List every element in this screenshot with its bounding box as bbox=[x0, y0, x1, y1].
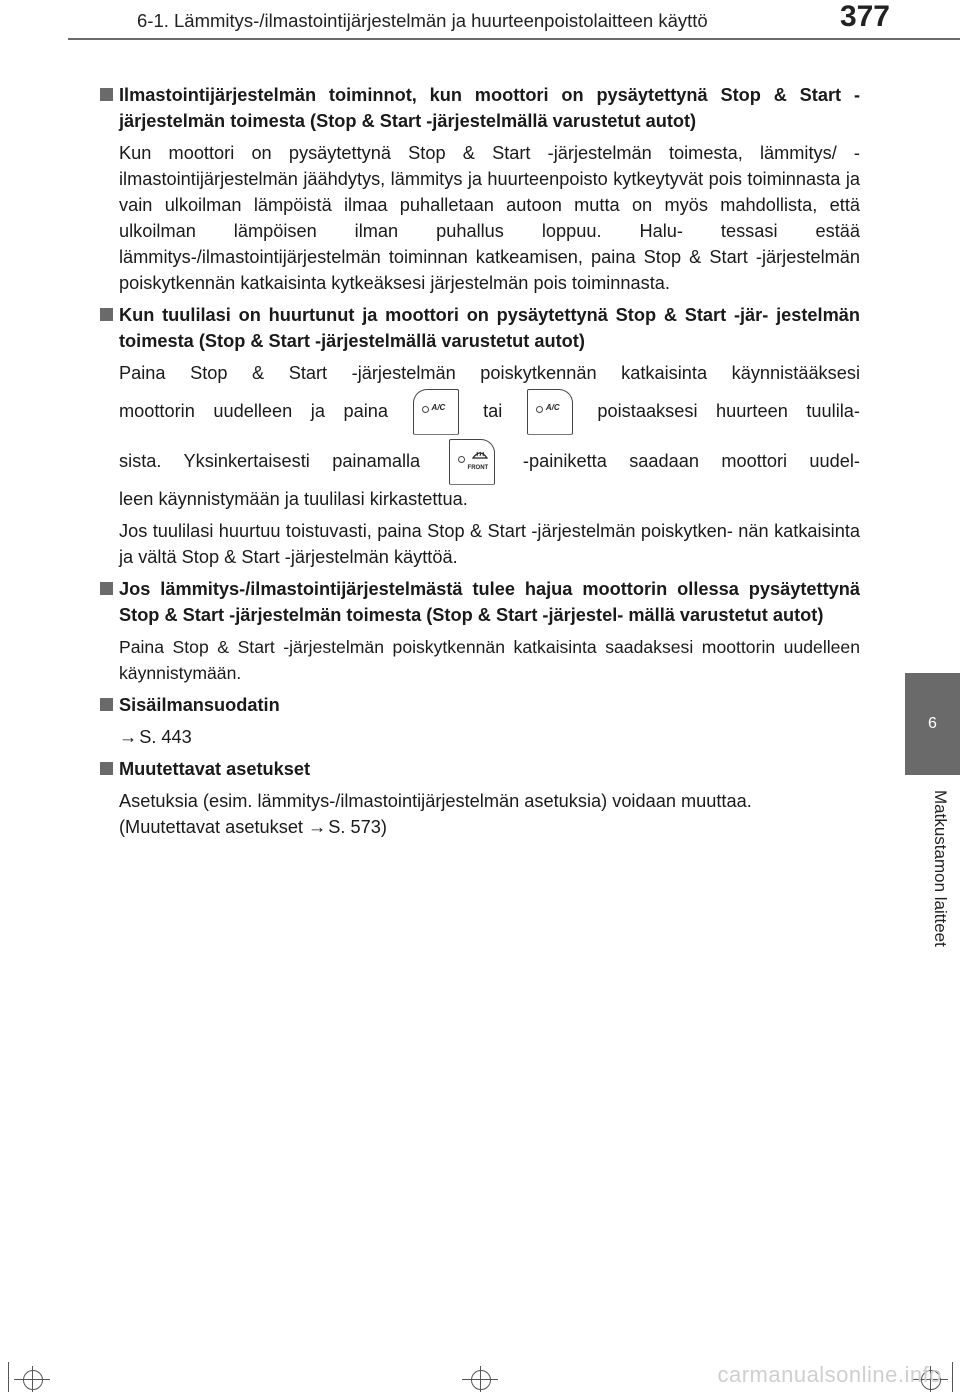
ac-button-alt-icon: A/C bbox=[527, 389, 573, 435]
section-cabin-filter bbox=[100, 692, 860, 750]
settings-reference[interactable]: (Muutettavat asetukset → S. 573) bbox=[100, 814, 860, 840]
ac-button-icon: A/C bbox=[413, 389, 459, 435]
header-rule bbox=[68, 38, 960, 40]
arrow-right-icon: → bbox=[308, 817, 327, 837]
front-defogger-button-icon: FRONT bbox=[449, 439, 495, 485]
content bbox=[100, 82, 860, 846]
chapter-label: Matkustamon laitteet bbox=[931, 790, 950, 947]
registration-mark-left bbox=[14, 1366, 50, 1392]
section-heading: Ilmastointijärjestelmän toiminnot, kun moottori on pysäytettynä Stop & Start -järjestelmän toimesta (Stop & Start -järjestelmällä varustetut autot) bbox=[100, 82, 860, 134]
section-body: Paina Stop & Start -järjestelmän poiskytkennän katkaisinta saadaksesi moottorin uudelleen käynnistymään. bbox=[119, 637, 860, 683]
bullet-square-icon bbox=[100, 582, 113, 595]
watermark: carmanualsonline.info bbox=[717, 1362, 942, 1387]
section-body: Paina Stop & Start -järjestelmän poiskytkennän katkaisinta käynnistääksesi moottorin uudelleen ja paina A/C tai A/C poistaaksesi huurteen tuulila- sista. Yksinkertaisesti painamalla FRONT -painiketta saadaan moottori uudel- leen käynnistymään ja tuulilasi kirkastettua. bbox=[119, 363, 860, 509]
bullet-square-icon bbox=[100, 698, 113, 711]
section-odor bbox=[100, 576, 860, 686]
section-customizable-settings bbox=[100, 756, 860, 840]
trim-mark bbox=[8, 1362, 9, 1392]
section-body-2: Jos tuulilasi huurtuu toistuvasti, paina Stop & Start -järjestelmän poiskytken- nän katkaisinta ja vältä Stop & Start -järjestelmän käyttöä. bbox=[119, 521, 860, 567]
page-number: 377 bbox=[839, 0, 890, 33]
section-heading: Sisäilmansuodatin bbox=[100, 692, 860, 718]
windshield-defog-icon bbox=[472, 446, 488, 460]
page-reference[interactable]: → S. 443 bbox=[100, 724, 860, 750]
header-title: 6-1. Lämmitys-/ilmastointijärjestelmän ja huurteenpoistolaitteen käyttö bbox=[137, 10, 708, 31]
arrow-right-icon: → bbox=[119, 727, 138, 747]
section-body: Asetuksia (esim. lämmitys-/ilmastointijärjestelmän asetuksia) voidaan muuttaa. bbox=[119, 791, 752, 811]
bullet-square-icon bbox=[100, 308, 113, 321]
chapter-tab: 6 bbox=[905, 673, 960, 775]
bullet-square-icon bbox=[100, 88, 113, 101]
trim-mark bbox=[952, 1362, 953, 1392]
button-line-ac: moottorin uudelleen ja paina A/C tai A/C poistaaksesi huurteen tuulila- bbox=[119, 386, 860, 436]
section-body: Kun moottori on pysäytettynä Stop & Start -järjestelmän toimesta, lämmitys/ -ilmastointijärjestelmän jäähdytys, lämmitys ja huurteenpoisto kytkeytyvät pois toiminnasta ja vain ulkoilman lämpöistä ilmaa puhalletaan autoon mutta on myös mahdollista, että ulkoilman lämpöisen ilman puhallus loppuu. Halu- tessasi estää lämmitys-/ilmastointijärjestelmän toiminnan katkeamisen, paina Stop & Start -järjestelmän poiskytkennän katkaisinta kytkeäksesi järjestelmän pois toiminnasta. bbox=[119, 143, 860, 293]
section-heading: Muutettavat asetukset bbox=[100, 756, 860, 782]
section-heading: Kun tuulilasi on huurtunut ja moottori on pysäytettynä Stop & Start -jär- jestelmän toimesta (Stop & Start -järjestelmällä varustetut autot) bbox=[100, 302, 860, 354]
section-windshield-fogged bbox=[100, 302, 860, 570]
button-line-front-defog: sista. Yksinkertaisesti painamalla FRONT -painiketta saadaan moottori uudel- bbox=[119, 436, 860, 486]
bullet-square-icon bbox=[100, 762, 113, 775]
registration-mark-center bbox=[462, 1366, 498, 1392]
section-heading: Jos lämmitys-/ilmastointijärjestelmästä tulee hajua moottorin ollessa pysäytettynä Stop & Start -järjestelmän toimesta (Stop & Start -järjestel- mällä varustetut autot) bbox=[100, 576, 860, 628]
section-stop-start-ac bbox=[100, 82, 860, 296]
